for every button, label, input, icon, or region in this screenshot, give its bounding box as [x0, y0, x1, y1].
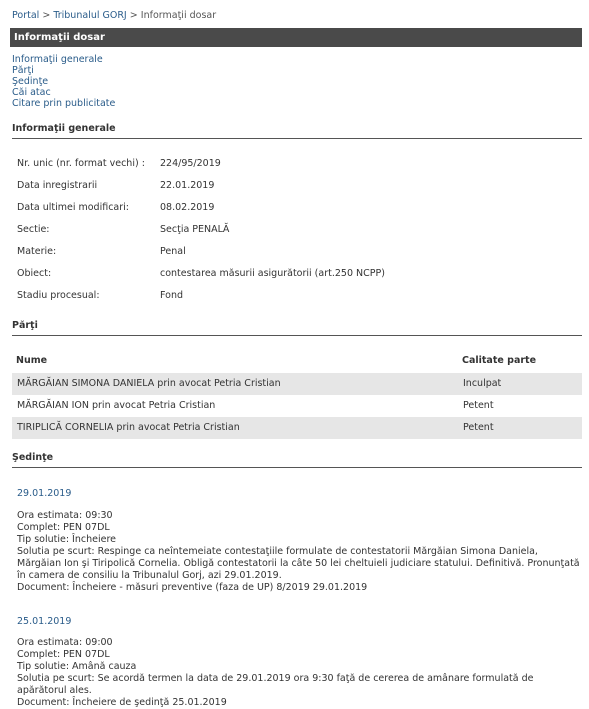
info-row: [17, 224, 577, 240]
info-row: [17, 180, 577, 196]
breadcrumb-separator: >: [129, 10, 138, 21]
info-row: [17, 158, 577, 174]
hearing-date: 29.01.2019: [17, 488, 72, 499]
info-label: Nr. unic (nr. format vechi) :: [17, 158, 145, 169]
section-heading-general: Informaţii generale: [12, 123, 582, 139]
info-value: Penal: [160, 246, 186, 257]
party-role: Inculpat: [463, 378, 502, 389]
section-heading-sedinte: Şedinţe: [12, 452, 582, 468]
info-value: 224/95/2019: [160, 158, 221, 169]
nav-link-sedinte[interactable]: Şedinţe: [12, 76, 49, 87]
hearing-panel: Complet: PEN 07DL: [17, 649, 110, 660]
breadcrumb-portal-link[interactable]: Portal: [12, 10, 40, 21]
hearing-details: [17, 510, 580, 594]
hearing-solution: Solutia pe scurt: Se acordă termen la data de 29.01.2019 ora 9:30 faţă de cererea de amânare formulată de apărătorul ales.: [17, 673, 534, 696]
column-header-role: Calitate parte: [462, 355, 537, 366]
info-value: 22.01.2019: [160, 180, 215, 191]
hearing-details: [17, 637, 580, 709]
breadcrumb: [12, 10, 216, 21]
info-label: Stadiu procesual:: [17, 290, 100, 301]
info-row: [17, 246, 577, 262]
hearing-solution: Solutia pe scurt: Respinge ca neîntemeiate contestaţiile formulate de contestatorii Mărgăian Simona Daniela, Mărgăian Ion şi Tiripolică Cornelia. Obligă contestatorii la câte 50 lei cheltuieli judiciare statului. Definitivă. Pronunţată în camera de consiliu la Tribunalul Gorj, azi 29.01.2019.: [17, 546, 580, 581]
info-label: Sectie:: [17, 224, 50, 235]
info-row: [17, 202, 577, 218]
nav-link-citare[interactable]: Citare prin publicitate: [12, 98, 116, 109]
breadcrumb-court-link[interactable]: Tribunalul GORJ: [53, 10, 127, 21]
nav-link-cai-atac[interactable]: Căi atac: [12, 87, 51, 98]
page-title-bar: Informaţii dosar: [10, 28, 582, 47]
breadcrumb-current: Informaţii dosar: [140, 10, 217, 21]
section-heading-parti: Părţi: [12, 320, 582, 336]
table-row: [12, 395, 582, 417]
hearing-panel: Complet: PEN 07DL: [17, 522, 110, 533]
info-row: [17, 268, 577, 284]
table-row: [12, 373, 582, 395]
info-value: Fond: [160, 290, 183, 301]
party-role: Petent: [463, 400, 494, 411]
hearing-time: Ora estimata: 09:00: [17, 637, 113, 648]
party-role: Petent: [463, 422, 494, 433]
table-row: [12, 417, 582, 439]
info-value: 08.02.2019: [160, 202, 215, 213]
info-label: Materie:: [17, 246, 57, 257]
party-name: MĂRGĂIAN ION prin avocat Petria Cristian: [17, 400, 216, 411]
hearing-date: 25.01.2019: [17, 616, 72, 627]
nav-link-parti[interactable]: Părţi: [12, 65, 34, 76]
info-value: contestarea măsurii asigurătorii (art.250 NCPP): [160, 268, 385, 279]
info-label: Data inregistrarii: [17, 180, 98, 191]
hearing-solution-type: Tip solutie: Încheiere: [17, 534, 116, 545]
info-label: Obiect:: [17, 268, 52, 279]
party-name: MĂRGĂIAN SIMONA DANIELA prin avocat Petria Cristian: [17, 378, 281, 389]
hearing-document: Document: Încheiere de şedinţă 25.01.2019: [17, 697, 227, 708]
hearing-document: Document: Încheiere - măsuri preventive (faza de UP) 8/2019 29.01.2019: [17, 582, 368, 593]
hearing-solution-type: Tip solutie: Amână cauza: [17, 661, 137, 672]
nav-link-informatii-generale[interactable]: Informaţii generale: [12, 54, 103, 65]
party-name: TIRIPLICĂ CORNELIA prin avocat Petria Cristian: [17, 422, 240, 433]
parti-table-header: [12, 355, 582, 369]
info-value: Secţia PENALĂ: [160, 224, 230, 235]
section-nav: [12, 54, 115, 109]
hearing-time: Ora estimata: 09:30: [17, 510, 113, 521]
breadcrumb-separator: >: [42, 10, 51, 21]
column-header-name: Nume: [16, 355, 48, 366]
info-label: Data ultimei modificari:: [17, 202, 129, 213]
info-row: [17, 290, 577, 306]
